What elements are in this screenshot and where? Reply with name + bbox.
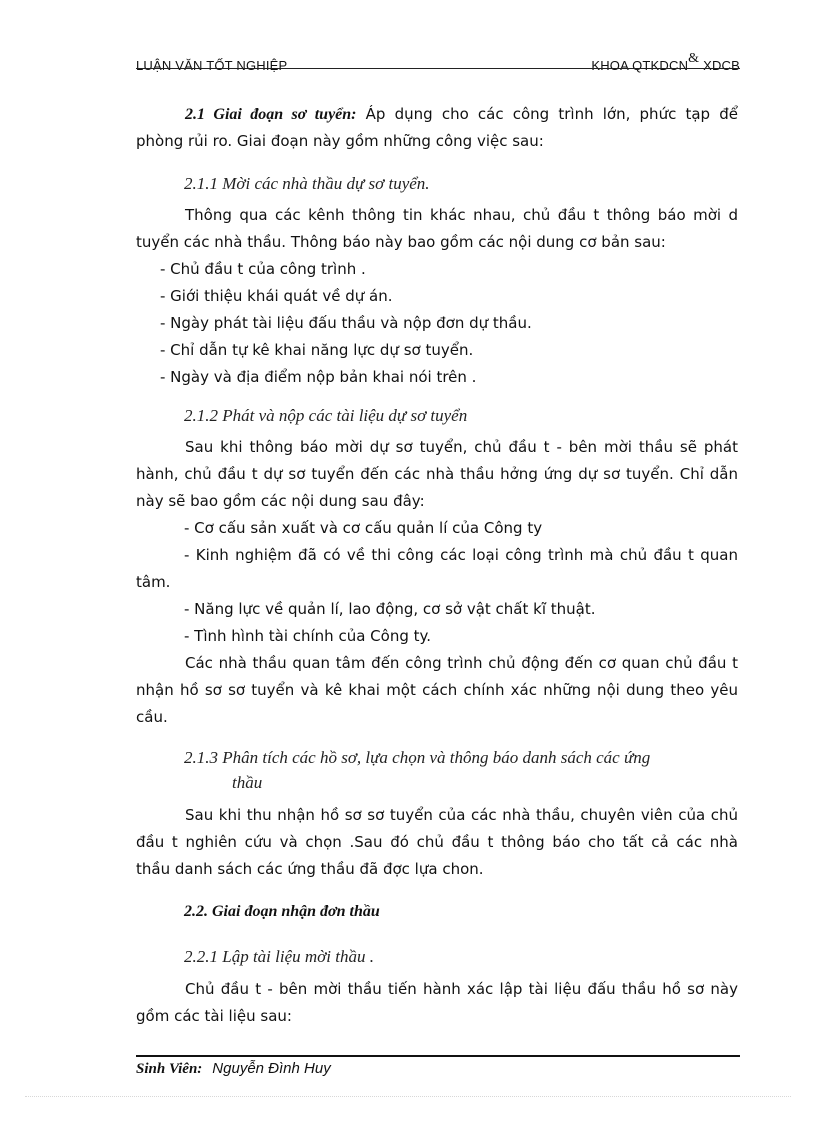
header-ampersand: &	[688, 51, 700, 66]
footer-rule	[136, 1055, 740, 1057]
header-right	[591, 51, 740, 75]
section-2-1-intro-rest: Áp dụng cho các công trình lớn, phức tạp để	[356, 105, 738, 123]
s213-paragraph-line3: thầu danh sách các ứng thầu đã đợc lựa chon.	[136, 860, 484, 878]
header-right-tail: XDCB	[699, 58, 740, 73]
s211-bullet-5: - Ngày và địa điểm nộp bản khai nói trên .	[160, 368, 477, 386]
s212-item-2-line2: tâm.	[136, 573, 171, 591]
s221-paragraph-line2: gồm các tài liệu sau:	[136, 1007, 292, 1025]
heading-2-1-1: 2.1.1 Mời các nhà thầu dự sơ tuyển.	[184, 174, 430, 193]
header-rule	[136, 68, 740, 69]
s213-paragraph-line2: đầu t nghiên cứu và chọn .Sau đó chủ đầu t thông báo cho tất cả các nhà	[136, 833, 738, 851]
heading-2-1-3-line1: 2.1.3 Phân tích các hồ sơ, lựa chọn và thông báo danh sách các ứng	[184, 748, 651, 767]
heading-2-1-3-line2: thầu	[232, 773, 263, 792]
s211-paragraph-line1: Thông qua các kênh thông tin khác nhau, chủ đầu t thông báo mời d	[185, 206, 738, 224]
s212-paragraph2-line2: nhận hồ sơ sơ tuyển và kê khai một cách chính xác những nội dung theo yêu	[136, 681, 738, 699]
section-2-1-intro	[136, 101, 738, 128]
header-left: LUẬN VĂN TỐT NGHIỆP	[136, 58, 288, 73]
heading-2-2: 2.2. Giai đoạn nhận đơn thầu	[184, 903, 380, 920]
heading-2-2-1: 2.2.1 Lập tài liệu mời thầu .	[184, 947, 374, 966]
section-2-1-intro-line2: phòng rủi ro. Giai đoạn này gồm những công việc sau:	[136, 132, 544, 150]
s212-item-3: - Năng lực về quản lí, lao động, cơ sở vật chất kĩ thuật.	[184, 600, 596, 618]
s212-paragraph-line2: hành, chủ đầu t dự sơ tuyển đến các nhà thầu hởng ứng dự sơ tuyển. Chỉ dẫn	[136, 465, 738, 483]
s213-paragraph-line1: Sau khi thu nhận hồ sơ sơ tuyển của các nhà thầu, chuyên viên của chủ	[185, 806, 738, 824]
page-bottom-dotted-border	[25, 1096, 791, 1097]
s212-item-1: - Cơ cấu sản xuất và cơ cấu quản lí của Công ty	[184, 519, 543, 537]
s211-bullet-1: - Chủ đầu t của công trình .	[160, 260, 366, 278]
footer-label: Sinh Viên:	[136, 1061, 203, 1077]
s211-bullet-3: - Ngày phát tài liệu đấu thầu và nộp đơn dự thầu.	[160, 314, 532, 332]
s221-paragraph-line1: Chủ đầu t - bên mời thầu tiến hành xác lập tài liệu đấu thầu hồ sơ này	[185, 980, 738, 998]
s212-item-2-line1: - Kinh nghiệm đã có về thi công các loại công trình mà chủ đầu t quan	[184, 546, 738, 564]
s211-bullet-4: - Chỉ dẫn tự kê khai năng lực dự sơ tuyển.	[160, 341, 474, 359]
footer	[136, 1060, 331, 1078]
heading-2-1-2: 2.1.2 Phát và nộp các tài liệu dự sơ tuyển	[184, 406, 468, 425]
s212-item-4: - Tình hình tài chính của Công ty.	[184, 627, 432, 645]
s212-paragraph-line3: này sẽ bao gồm các nội dung sau đây:	[136, 492, 425, 510]
s212-paragraph2-line1: Các nhà thầu quan tâm đến công trình chủ động đến cơ quan chủ đầu t	[185, 654, 738, 672]
running-header	[136, 52, 740, 72]
s211-bullet-2: - Giới thiệu khái quát về dự án.	[160, 287, 393, 305]
s212-paragraph2-line3: cầu.	[136, 708, 168, 726]
s212-paragraph-line1: Sau khi thông báo mời dự sơ tuyển, chủ đầu t - bên mời thầu sẽ phát	[185, 438, 738, 456]
section-2-1-title: 2.1 Giai đoạn sơ tuyển:	[185, 106, 357, 123]
footer-student-name: Nguyễn Đình Huy	[212, 1060, 331, 1077]
header-right-text: KHOA QTKDCN	[591, 58, 689, 73]
s211-paragraph-line2: tuyển các nhà thầu. Thông báo này bao gồm các nội dung cơ bản sau:	[136, 233, 666, 251]
